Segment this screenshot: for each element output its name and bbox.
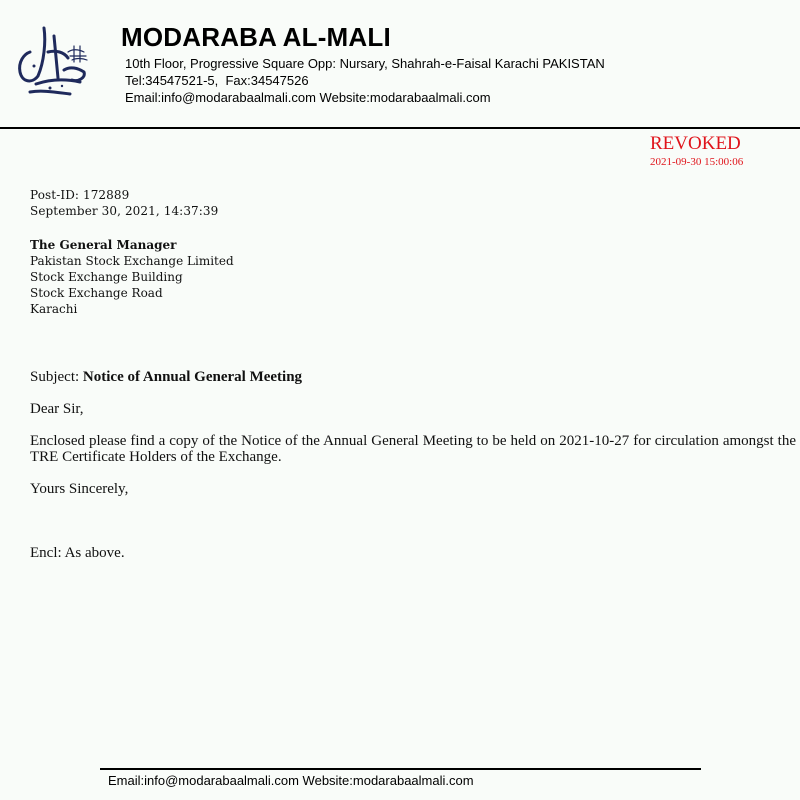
subject-text: Notice of Annual General Meeting	[82, 369, 303, 385]
recipient-line: Stock Exchange Road	[30, 286, 163, 300]
letter-body: Enclosed please find a copy of the Notice of the Annual General Meeting to be held on 2021-10-27 for circulation amongst the TRE Certificate Holders of the Exchange.	[30, 433, 796, 465]
company-email-website: Email:info@modarabaalmali.com Website:modarabaalmali.com	[125, 90, 491, 105]
closing: Yours Sincerely,	[30, 481, 129, 497]
post-date: September 30, 2021, 14:37:39	[30, 204, 219, 218]
header-divider	[0, 127, 800, 129]
company-tel-fax: Tel:34547521-5, Fax:34547526	[125, 73, 309, 88]
footer-divider	[100, 768, 701, 770]
recipient-line: Karachi	[30, 302, 78, 316]
enclosure-note: Encl: As above.	[30, 545, 125, 561]
revoked-status-label: REVOKED	[650, 133, 741, 154]
revoked-timestamp: 2021-09-30 15:00:06	[650, 156, 744, 168]
salutation: Dear Sir,	[30, 401, 84, 417]
recipient-line: Stock Exchange Building	[30, 270, 183, 284]
calligraphy-logo-icon	[14, 22, 92, 102]
subject-label: Subject:	[30, 369, 83, 385]
post-id: Post-ID: 172889	[30, 188, 130, 202]
company-address: 10th Floor, Progressive Square Opp: Nursary, Shahrah-e-Faisal Karachi PAKISTAN	[125, 56, 605, 71]
subject-line	[30, 369, 302, 386]
recipient-title: The General Manager	[30, 238, 177, 252]
footer-email-website: Email:info@modarabaalmali.com Website:modarabaalmali.com	[108, 773, 474, 788]
recipient-line: Pakistan Stock Exchange Limited	[30, 254, 234, 268]
company-name: MODARABA AL-MALI	[121, 22, 391, 52]
